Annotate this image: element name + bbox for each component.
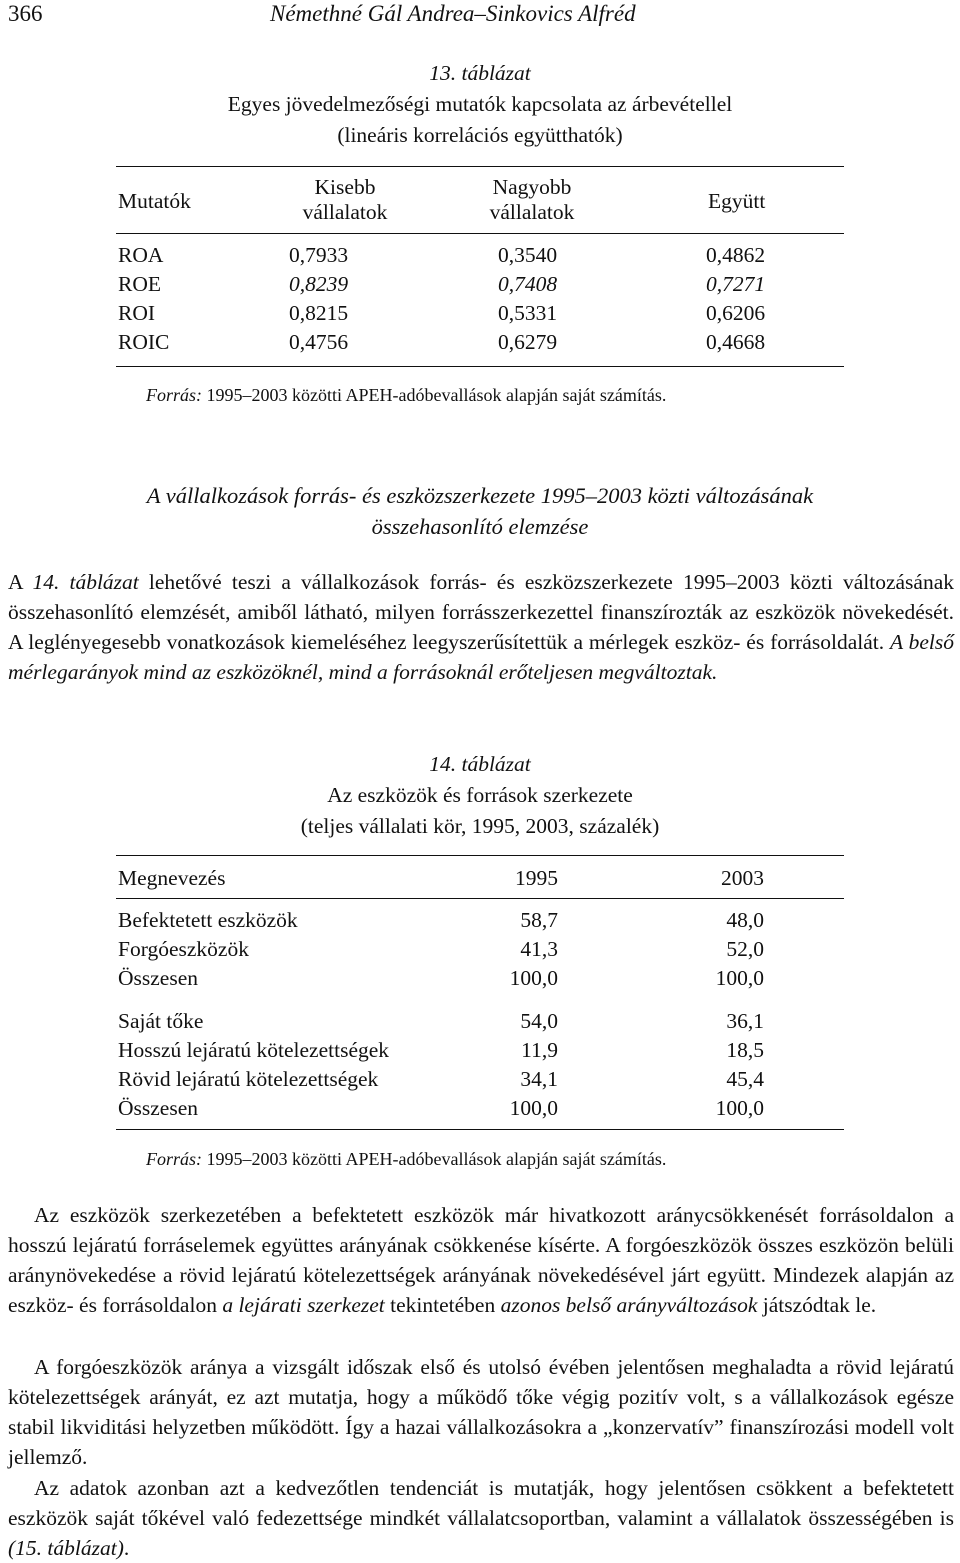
table-14-number: 14. táblázat [429,752,531,776]
table-13-bottom-rule [116,366,844,367]
table-13-col-egyutt: Együtt [708,189,766,213]
page-number: 366 [8,1,43,26]
paragraph-1: A 14. táblázat lehetővé teszi a vállalkozások forrás- és eszközszerkezete 1995–2003 közti változásának összehasonlító elemzését, amiből látható, milyen forrásszerkezettel finanszírozták az eszközök növekedését. A leglényegesebb vonatkozások kiemeléséhez leegyszerűsítettük a mérlegek eszköz- és forrásoldalát. A belső mérlegarányok mind az eszközöknél, mind a forrásoknál erőteljesen megváltoztak. [8,570,954,684]
table-14-col-2003: 2003 [721,866,764,890]
table-13-col-mutatok: Mutatók [118,189,191,213]
table-14-bottom-rule [116,1129,844,1130]
table-14-top-rule [116,855,844,856]
table-14-subtitle: (teljes vállalati kör, 1995, 2003, százalék) [300,814,660,838]
table-14-col-megnevezes: Megnevezés [118,866,226,890]
section-title-line-2: összehasonlító elemzése [371,514,589,539]
document-page: 366 Némethné Gál Andrea–Sinkovics Alfréd 13. táblázat Egyes jövedelmezőségi mutatók kapcsolata az árbevétellel (lineáris korrelációs együtthatók) Mutatók Kisebb vállalatok Nagyobb vállalatok Együtt ROA 0,7933 0,3540 0,4862 ROE 0,8239 0,7408 0,7271 ROI 0,8215 0,5331 0,6206 ROIC 0,4756 0,6279 0,4668 Forrás: 1995–2003 közötti APEH-adóbevallások alapján saját számítás. A vállalkozások forrás- és eszközszerkezete 1995–2003 közti változásának összehasonlító elemzése A 14. táblázat lehetővé teszi a vállalkozások forrás- és eszközszerkezete 1995–2003 közti változásának összehasonlító elemzését, amiből látható, milyen forrásszerkezettel finanszírozták az eszközök növekedését. A leglényegesebb vonatkozások kiemeléséhez leegyszerűsítettük a mérlegek eszköz- és forrásoldalát. A belső mérlegarányok mind az eszközöknél, mind a forrásoknál erőteljesen megváltoztak. 14. táblázat Az eszközök és források szerkezete (teljes vállalati kör, 1995, 2003, százalék) Megnevezés 1995 2003 Befektetett eszközök 58,7 48,0 Forgóeszközök 41,3 52,0 Összesen 100,0 100,0 Saját tőke 54,0 36,1 Hosszú lejáratú kötelezettségek 11,9 18,5 Rövid lejáratú kötelezettségek 34,1 45,4 Összesen 100,0 100,0 Forrás: 1995–2003 közötti APEH-adóbevallások alapján saját számítás. Az eszközök szerkezetében a befektetett eszközök már hivatkozott aránycsökkenését forrásoldalon a hosszú lejáratú forráselemek együttes arányának csökkenése kísérte. A forgóeszközök összes eszközön belüli aránynövekedése a rövid lejáratú kötelezettségek arányának növekedésével járt együtt. Mindezek alapján az eszköz- és forrásoldalon a lejárati szerkezet tekintetében azonos belső arányváltozások játszódtak le. A forgóeszközök aránya a vizsgált időszak első és utolsó évében jelentősen meghaladta a rövid lejáratú kötelezettségek arányát, ez azt mutatja, hogy a működő tőke végig pozitív volt, s a vállalkozások egésze stabil likviditási helyzetben működött. Így a hazai vállalkozásokra a „konzervatív” finanszírozási modell volt jellemző. Az adatok azonban azt a kedvezőtlen tendenciát is mutatják, hogy jelentősen csökkent a befektetett eszközök saját tőkével való fedezettsége mindkét vállalatcsoportban, valamint a vállalatok összességében is (15. táblázat). [0,0,960,1562]
table-13-col-kisebb: Kisebb vállalatok [302,175,388,224]
table-13-source: Forrás: 1995–2003 közötti APEH-adóbevallások alapján saját számítás. [146,385,667,405]
table-14-source: Forrás: 1995–2003 közötti APEH-adóbevallások alapján saját számítás. [146,1149,667,1169]
table-14-title: Az eszközök és források szerkezete [327,783,633,807]
table-13-subtitle: (lineáris korrelációs együtthatók) [337,123,623,147]
table-13-header-rule [116,233,844,234]
table-13-top-rule [116,166,844,167]
paragraph-4: Az adatok azonban azt a kedvezőtlen tendenciát is mutatják, hogy jelentősen csökkent a befektetett eszközök saját tőkével való fedezettsége mindkét vállalatcsoportban, valamint a vállalatok összességében is (15. táblázat). [8,1476,954,1560]
table-14-header-rule [116,898,844,899]
paragraph-3: A forgóeszközök aránya a vizsgált időszak első és utolsó évében jelentősen meghaladta a rövid lejáratú kötelezettségek arányát, ez azt mutatja, hogy a működő tőke végig pozitív volt, s a vállalkozások egésze stabil likviditási helyzetben működött. Így a hazai vállalkozásokra a „konzervatív” finanszírozási modell volt jellemző. [8,1355,954,1469]
section-title-line-1: A vállalkozások forrás- és eszközszerkezete 1995–2003 közti változásának [146,483,814,508]
table-13-col-nagyobb: Nagyobb vállalatok [489,175,575,224]
table-13-number: 13. táblázat [429,61,531,85]
paragraph-2: Az eszközök szerkezetében a befektetett eszközök már hivatkozott aránycsökkenését forrásoldalon a hosszú lejáratú forráselemek együttes arányának csökkenése kísérte. A forgóeszközök összes eszközön belüli aránynövekedése a rövid lejáratú kötelezettségek arányának növekedésével járt együtt. Mindezek alapján az eszköz- és forrásoldalon a lejárati szerkezet tekintetében azonos belső arányváltozások játszódtak le. [8,1203,954,1317]
table-13-title: Egyes jövedelmezőségi mutatók kapcsolata az árbevétellel [227,92,733,116]
table-14-col-1995: 1995 [515,866,558,890]
running-title: Némethné Gál Andrea–Sinkovics Alfréd [270,1,636,26]
